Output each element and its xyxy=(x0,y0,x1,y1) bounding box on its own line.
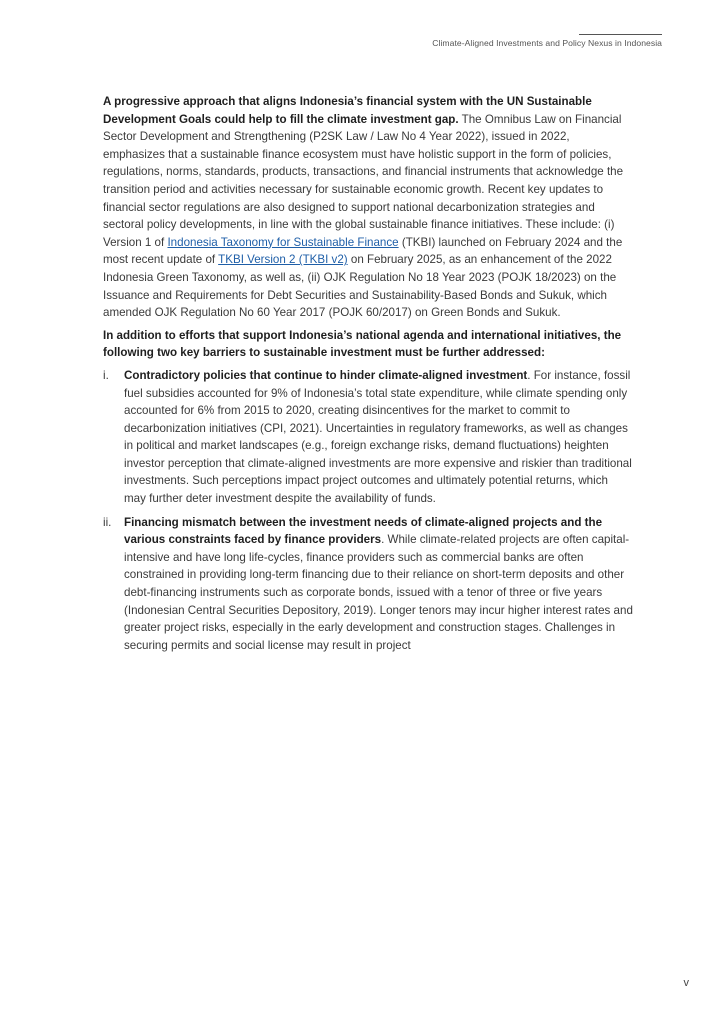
paragraph-barriers-lead: In addition to efforts that support Indonesia’s national agenda and international initiatives, the following two key barriers to sustainable investment must be further addressed: xyxy=(103,328,622,360)
list-item-text: . For instance, fossil fuel subsidies accounted for 9% of Indonesia’s total state expenditure, while climate spending only accounted for 6% from 2015 to 2020, creating disincentives for the market to commit to decarbonization initiatives (CPI, 2021). Uncertainties in regulatory frameworks, as well as changes in political and market landscapes (e.g., foreign exchange risks, demand fluctuations) heighten investor perception that climate-aligned investments are more expensive and riskier than traditional investments. Such perceptions impact project outcomes and ultimately potential returns, which may further deter investment despite the availability of funds. xyxy=(124,368,632,506)
running-header: Climate-Aligned Investments and Policy Nexus in Indonesia xyxy=(432,38,662,48)
paragraph-barriers-intro xyxy=(103,327,633,362)
list-item-lead: Contradictory policies that continue to hinder climate-aligned investment xyxy=(124,368,528,382)
header-rule xyxy=(579,34,662,35)
paragraph-intro-text-3: on February 2025, as an enhancement of the 2022 Indonesia Green Taxonomy, as well as, (ii) OJK Regulation No 18 Year 2023 (POJK 18/2023) on the Issuance and Requirements for Debt Securities and Sustainability-Based Bonds and Sukuk, which amended OJK Regulation No 60 Year 2017 (POJK 60/2017) on Green Bonds and Sukuk. xyxy=(103,253,617,320)
page-number: v xyxy=(683,977,689,989)
link-tkbi-v2[interactable]: TKBI Version 2 (TKBI v2) xyxy=(218,253,348,267)
list-marker: i. xyxy=(103,368,109,382)
paragraph-intro-text-2: (TKBI) launched on February 2024 and the most recent update of xyxy=(103,235,623,267)
list-item xyxy=(103,367,633,508)
list-item-text: . While climate-related projects are often capital-intensive and have long life-cycles, finance providers such as commercial banks are often constrained in providing long-term financing due to their reliance on short-term deposits and other debt-financing instruments such as corporate bonds, issued with a tenor of three or five years (Indonesian Central Securities Depository, 2019). Longer tenors may incur higher interest rates and greater project risks, especially in the early development and construction stages. Challenges in securing permits and social license may result in project xyxy=(124,533,633,652)
list-item xyxy=(103,514,633,655)
paragraph-intro-text-1: The Omnibus Law on Financial Sector Development and Strengthening (P2SK Law / Law No 4 Year 2022), issued in 2022, emphasizes that a sustainable finance ecosystem must have holistic support in the form of policies, regulations, norms, standards, products, transactions, and financial instruments that acknowledge the transition period and activities necessary for sustainable economic growth. Recent key updates to financial sector regulations are also designed to support national decarbonization strategies and sectoral policy developments, in line with the global sustainable finance initiatives. These include: (i) Version 1 of xyxy=(103,112,624,249)
list-item-lead: Financing mismatch between the investment needs of climate-aligned projects and the various constraints faced by finance providers xyxy=(124,515,603,547)
main-content xyxy=(103,93,633,660)
barriers-list xyxy=(103,367,633,655)
paragraph-intro-lead: A progressive approach that aligns Indonesia’s financial system with the UN Sustainable Development Goals could help to fill the climate investment gap. xyxy=(103,95,592,126)
link-indonesia-taxonomy[interactable]: Indonesia Taxonomy for Sustainable Finance xyxy=(167,235,399,249)
paragraph-intro xyxy=(103,93,633,322)
list-marker: ii. xyxy=(103,515,112,529)
